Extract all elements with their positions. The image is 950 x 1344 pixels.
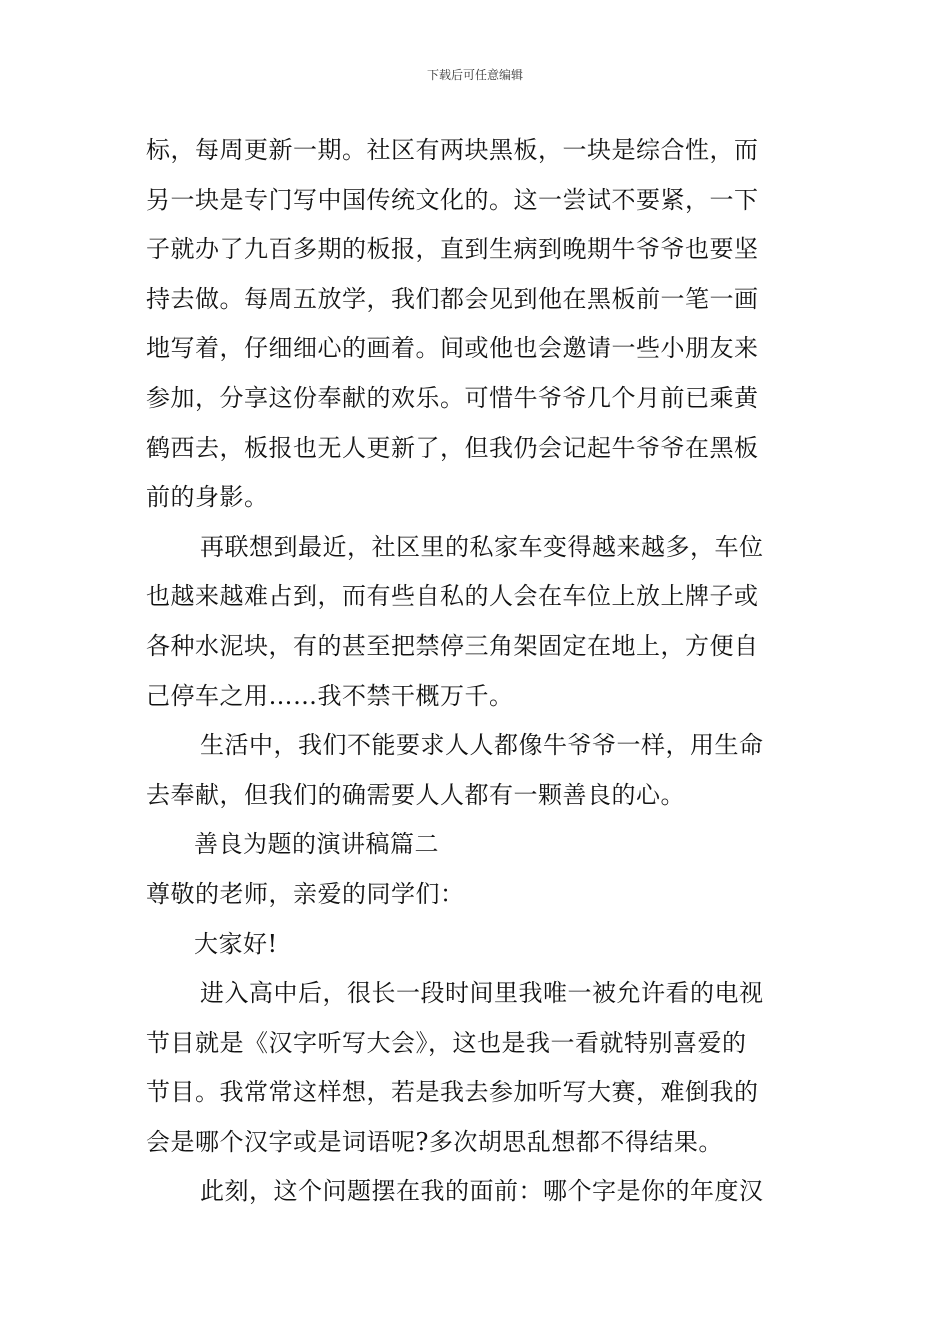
paragraph-line: 地写着，仔细细心的画着。间或他也会邀请一些小朋友来	[146, 334, 759, 363]
page-header: 下载后可任意编辑	[426, 68, 523, 82]
document-body	[146, 126, 810, 1217]
paragraph-line: 节目就是《汉字听写大会》，这也是我一看就特别喜爱的	[146, 1028, 747, 1057]
section-heading: 善良为题的演讲稿篇二	[194, 830, 439, 859]
paragraph-line: 前的身影。	[146, 483, 269, 512]
paragraph-line: 各种水泥块，有的甚至把禁停三角架固定在地上，方便自	[146, 631, 759, 660]
paragraph-line: 也越来越难占到，而有些自私的人会在车位上放上牌子或	[146, 582, 759, 611]
paragraph-line: 会是哪个汉字或是词语呢?多次胡思乱想都不得结果。	[146, 1127, 723, 1156]
paragraph-line: 持去做。每周五放学，我们都会见到他在黑板前一笔一画	[146, 284, 759, 313]
paragraph-line: 子就办了九百多期的板报，直到生病到晚期牛爷爷也要坚	[146, 235, 759, 264]
paragraph-line: 去奉献，但我们的确需要人人都有一颗善良的心。	[146, 780, 685, 809]
paragraph-line: 标，每周更新一期。社区有两块黑板，一块是综合性，而	[146, 136, 759, 164]
paragraph-line: 鹤西去，板报也无人更新了，但我仍会记起牛爷爷在黑板	[146, 433, 759, 462]
paragraph-line: 此刻，这个问题摆在我的面前：哪个字是你的年度汉	[200, 1177, 764, 1206]
greeting: 大家好!	[194, 929, 278, 958]
paragraph-line: 节目。我常常这样想，若是我去参加听写大赛，难倒我的	[146, 1078, 759, 1107]
paragraph-line: 参加，分享这份奉献的欢乐。可惜牛爷爷几个月前已乘黄	[146, 383, 759, 412]
salutation: 尊敬的老师，亲爱的同学们：	[146, 879, 465, 908]
paragraph-line: 生活中，我们不能要求人人都像牛爷爷一样，用生命	[200, 731, 764, 760]
paragraph-line: 另一块是专门写中国传统文化的。这一尝试不要紧，一下	[146, 185, 759, 214]
paragraph-line: 己停车之用……我不禁干概万千。	[146, 681, 514, 710]
paragraph-line: 进入高中后，很长一段时间里我唯一被允许看的电视	[200, 979, 764, 1008]
paragraph-line: 再联想到最近，社区里的私家车变得越来越多，车位	[200, 532, 764, 561]
